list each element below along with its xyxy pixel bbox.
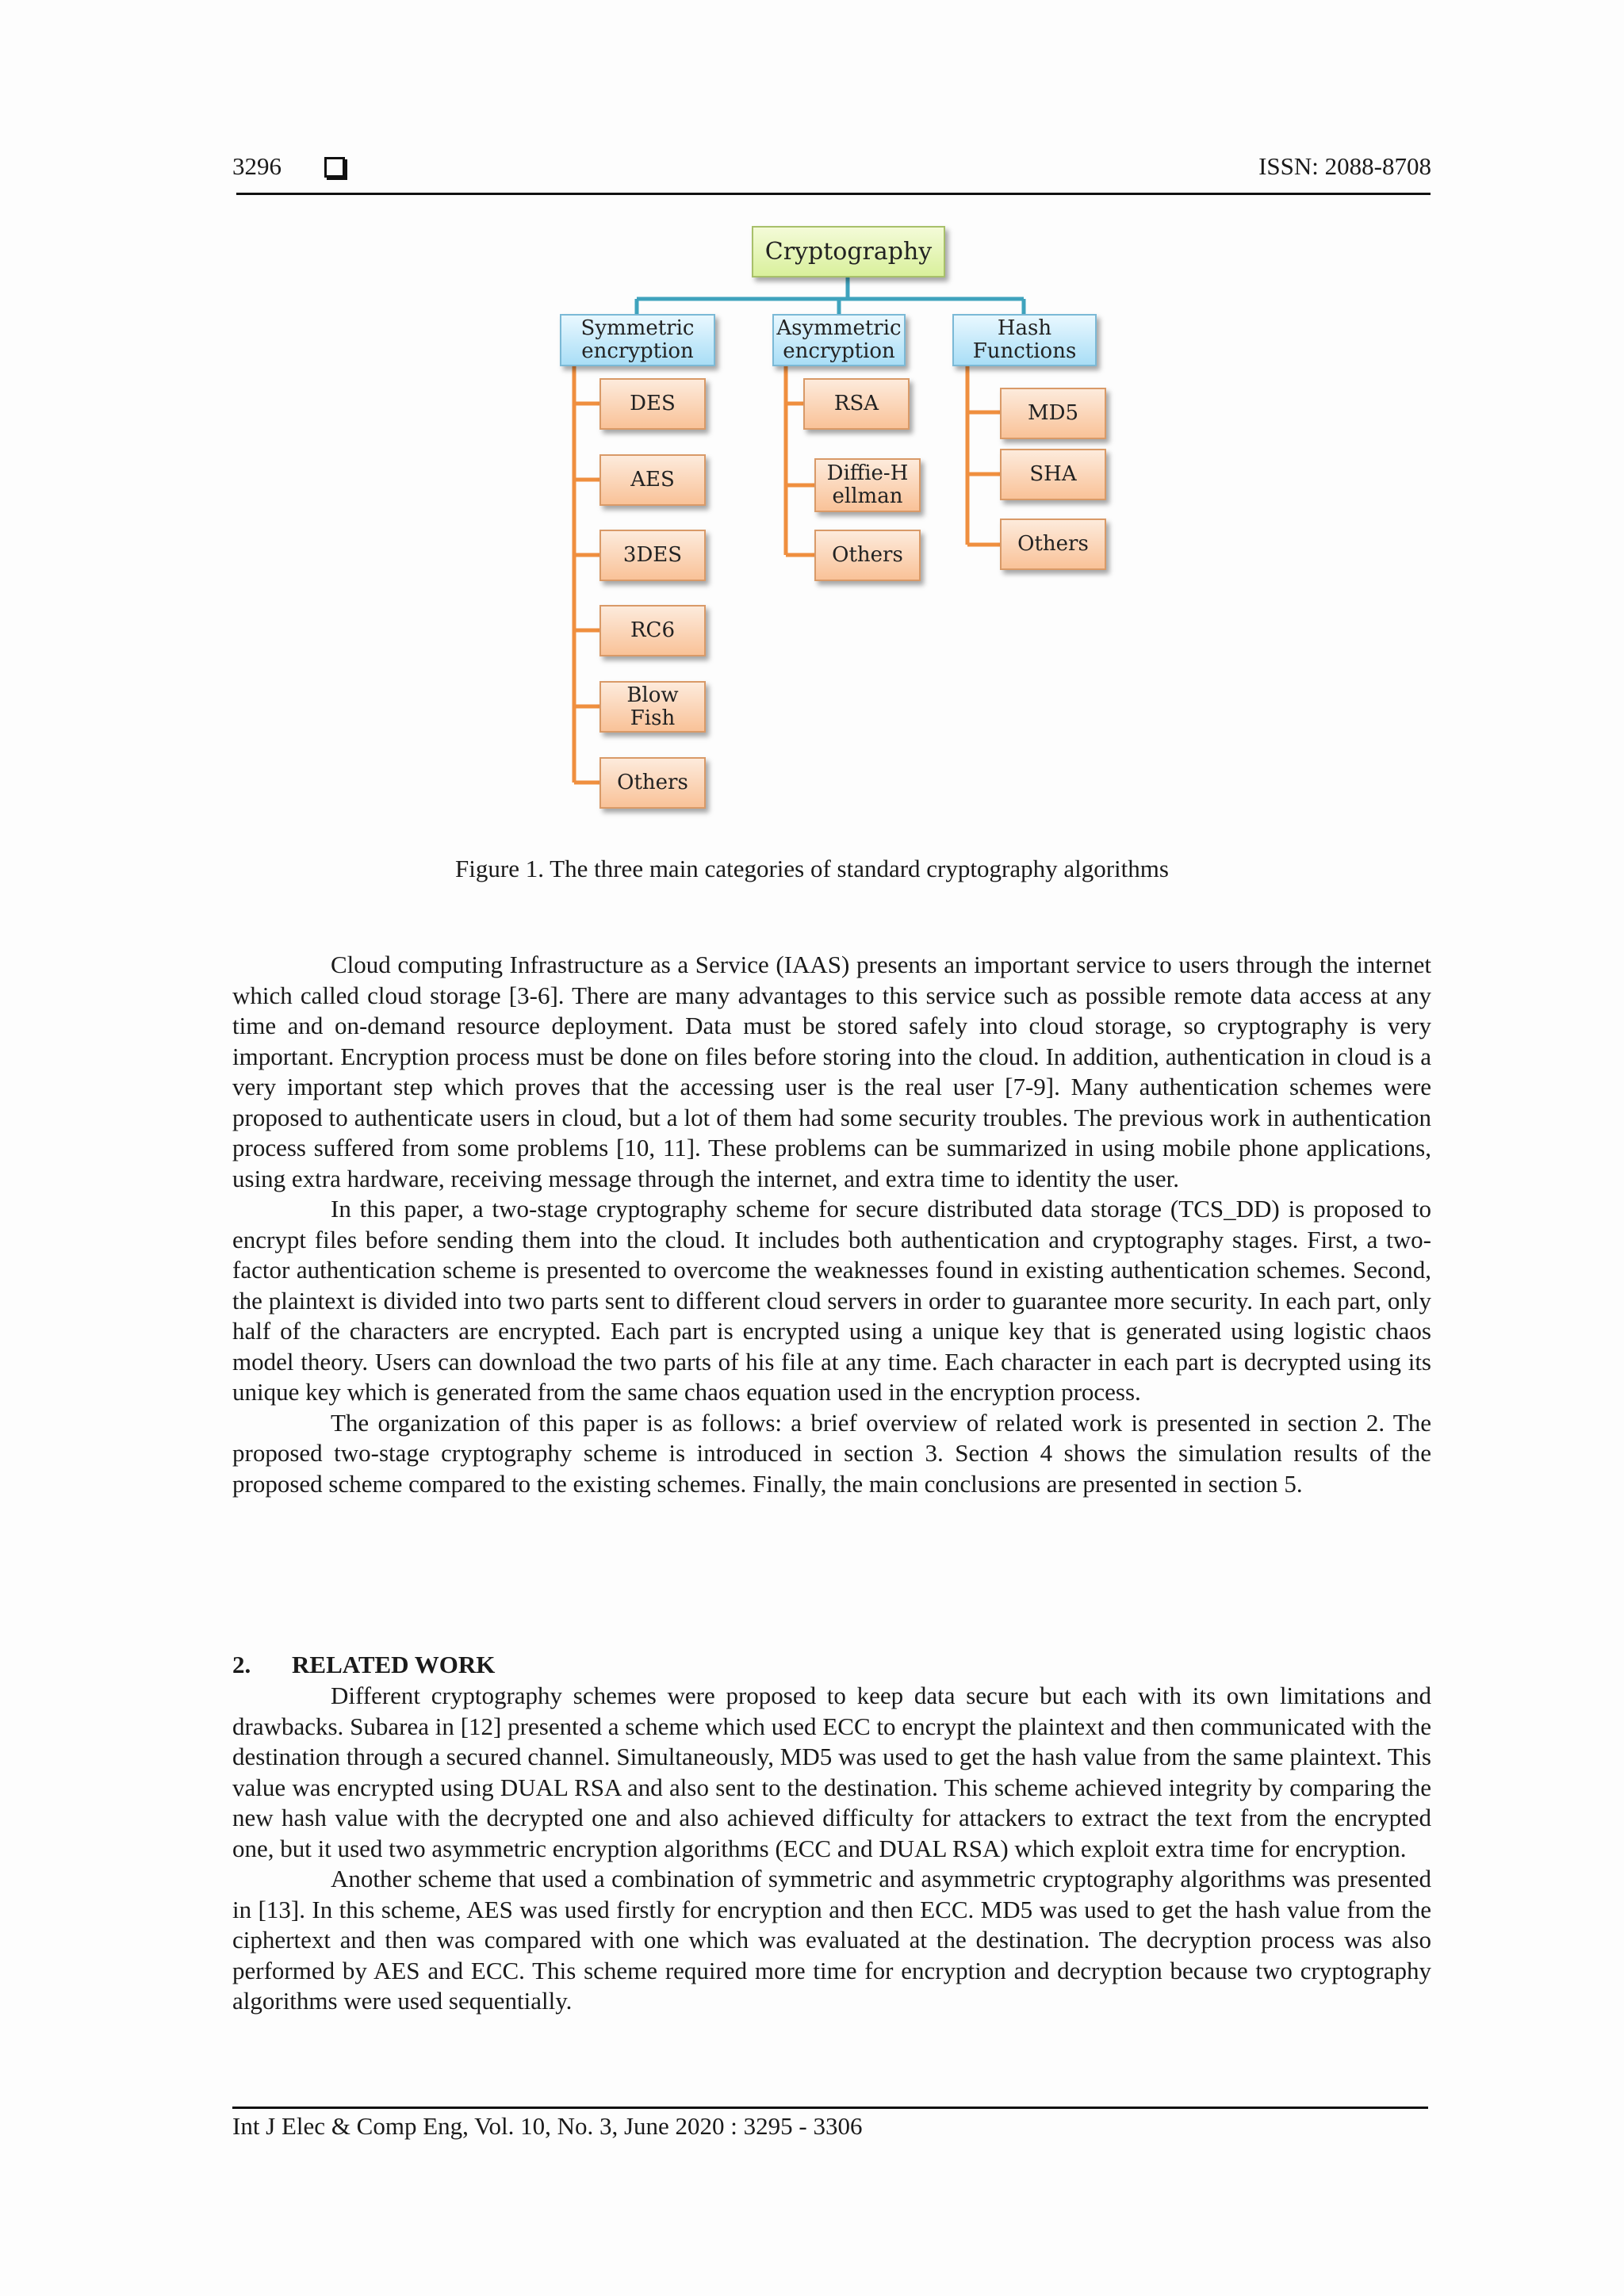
section-number: 2. — [232, 1651, 251, 1678]
section2-body — [232, 1681, 1431, 2017]
leaf-hash-others: Others — [1000, 519, 1106, 570]
leaf-blowfish: Blow Fish — [599, 681, 706, 733]
leaf-symmetric-others: Others — [599, 757, 706, 809]
paragraph: The organization of this paper is as follows: a brief overview of related work is presented in section 2. The proposed two-stage cryptography scheme is introduced in section 3. Section 4 shows the simulation results of the proposed scheme compared to the existing schemes. Finally, the main conclusions are presented in section 5. — [232, 1408, 1431, 1498]
figure-caption: Figure 1. The three main categories of standard cryptography algorithms — [455, 855, 1169, 882]
leaf-rc6: RC6 — [599, 605, 706, 656]
issn: ISSN: 2088-8708 — [1258, 152, 1431, 180]
leaf-3des: 3DES — [599, 530, 706, 581]
paragraph: Another scheme that used a combination of symmetric and asymmetric cryptography algorithms was presented in [13]. In this scheme, AES was used firstly for encryption and then ECC. MD5 was used to get the hash value from the ciphertext and then was compared with one which was evaluated at the destination. The decryption process was also performed by AES and ECC. This scheme required more time for encryption and decryption because two cryptography algorithms were used sequentially. — [232, 1865, 1431, 2015]
node-symmetric-encryption: Symmetric encryption — [560, 314, 715, 366]
footer-rule — [232, 2107, 1428, 2109]
leaf-asymmetric-others: Others — [814, 530, 921, 581]
leaf-sha: SHA — [1000, 449, 1106, 500]
figure-1 — [0, 0, 1624, 840]
node-cryptography: Cryptography — [752, 226, 945, 277]
paragraph: Different cryptography schemes were proposed to keep data secure but each with its own limitations and drawbacks. Subarea in [12] presented a scheme which used ECC to encrypt the plaintext and then communicated with the destination through a secured channel. Simultaneously, MD5 was used to get the hash value from the same plaintext. This value was encrypted using DUAL RSA and also sent to the destination. This scheme achieved integrity by comparing the new hash value with the decrypted one and also achieved difficulty for attackers to extract the text from the encrypted one, but it used two asymmetric encryption algorithms (ECC and DUAL RSA) which exploit extra time for encryption. — [232, 1682, 1431, 1862]
footer-citation: Int J Elec & Comp Eng, Vol. 10, No. 3, June 2020 : 3295 - 3306 — [232, 2112, 863, 2140]
node-asymmetric-encryption: Asymmetric encryption — [772, 314, 906, 366]
page-number: 3296 — [232, 152, 282, 180]
leaf-md5: MD5 — [1000, 388, 1106, 439]
node-hash-functions: Hash Functions — [952, 314, 1097, 366]
section-heading — [232, 1651, 495, 1679]
section-title: RELATED WORK — [292, 1651, 496, 1678]
paragraph: Cloud computing Infrastructure as a Service (IAAS) presents an important service to users through the internet which called cloud storage [3-6]. There are many advantages to this service such as possible remote data access at any time and on-demand resource deployment. Data must be stored safely into cloud storage, so cryptography is very important. Encryption process must be done on files before storing into the cloud. In addition, authentication in cloud is a very important step which proves that the accessing user is the real user [7-9]. Many authentication schemes were proposed to authenticate users in cloud, but a lot of them had some security troubles. The previous work in authentication process suffered from some problems [10, 11]. These problems can be summarized in using mobile phone applications, using extra hardware, receiving message through the internet, and extra time to identity the user. — [232, 951, 1431, 1192]
paragraph: In this paper, a two-stage cryptography scheme for secure distributed data storage (TCS_DD) is proposed to encrypt files before sending them into the cloud. It includes both authentication and cryptography stages. First, a two- factor authentication scheme is presented to overcome the weaknesses found in existing authentication schemes. Second, the plaintext is divided into two parts sent to different cloud servers in order to guarantee more security. In each part, only half of the characters are encrypted. Each part is encrypted using a unique key that is generated using logistic chaos model theory. Users can download the two parts of his file at any time. Each character in each part is decrypted using its unique key which is generated from the same chaos equation used in the encryption process. — [232, 1195, 1431, 1406]
leaf-diffie-hellman: Diffie-Hellman — [814, 458, 921, 512]
intro-body — [232, 950, 1431, 1499]
leaf-des: DES — [599, 378, 706, 430]
leaf-aes: AES — [599, 454, 706, 506]
leaf-rsa: RSA — [803, 378, 910, 430]
